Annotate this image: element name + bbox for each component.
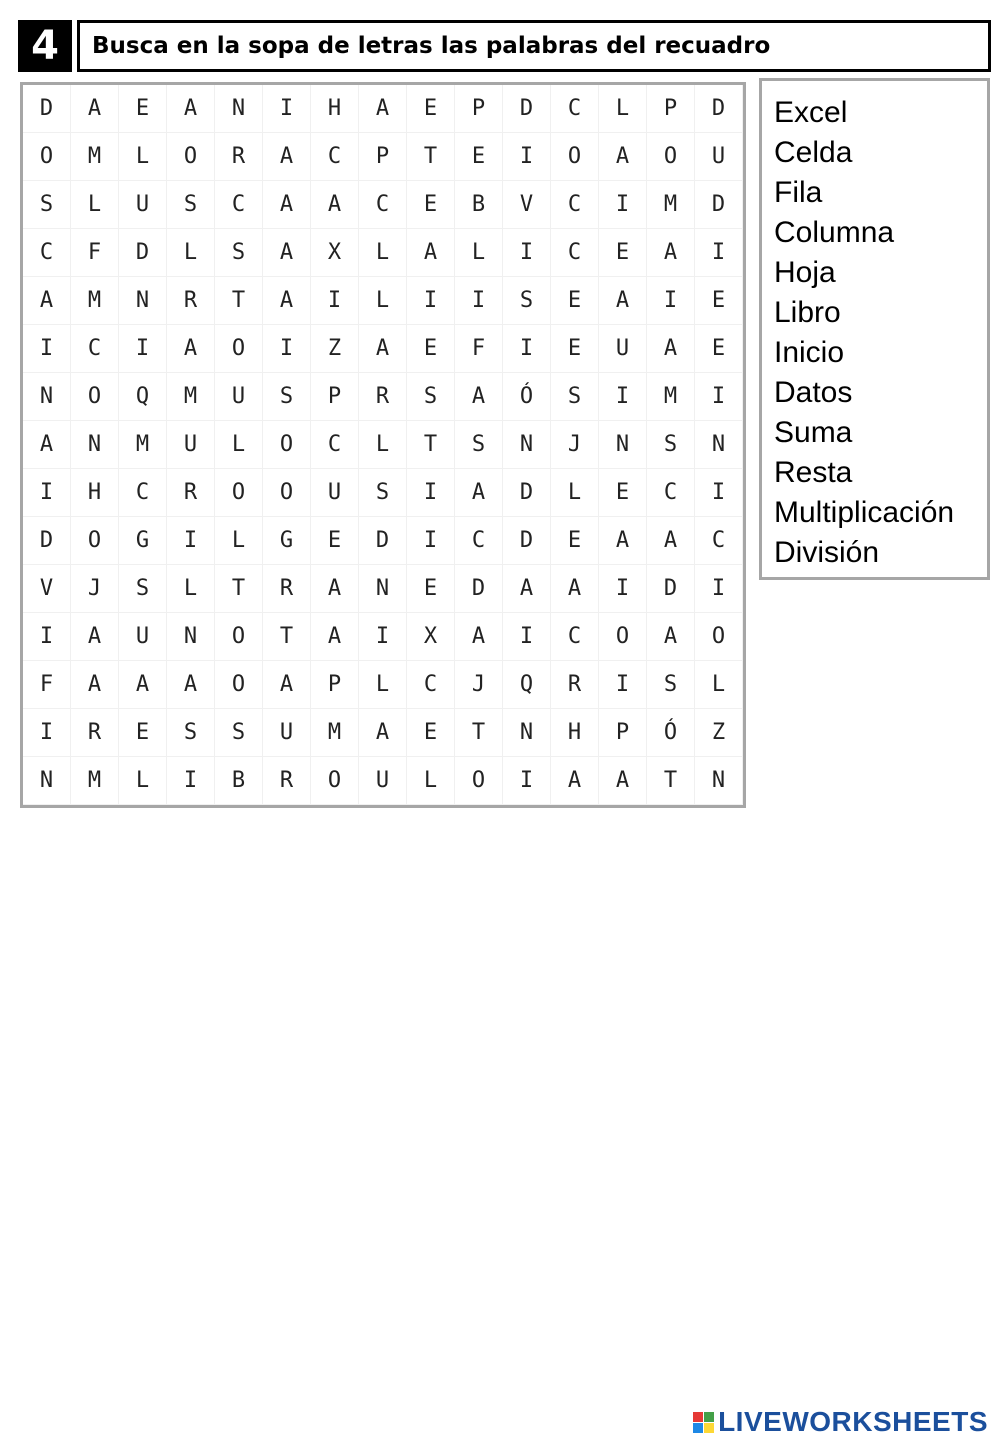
grid-cell[interactable]: A <box>599 757 647 805</box>
grid-cell[interactable]: L <box>215 517 263 565</box>
grid-cell[interactable]: N <box>167 613 215 661</box>
grid-cell[interactable]: A <box>23 277 71 325</box>
grid-cell[interactable]: P <box>455 85 503 133</box>
grid-cell[interactable]: L <box>599 85 647 133</box>
grid-cell[interactable]: U <box>263 709 311 757</box>
grid-cell[interactable]: I <box>503 613 551 661</box>
grid-cell[interactable]: O <box>599 613 647 661</box>
grid-cell[interactable]: D <box>503 469 551 517</box>
grid-cell[interactable]: O <box>215 613 263 661</box>
grid-cell[interactable]: N <box>503 709 551 757</box>
grid-cell[interactable]: C <box>311 133 359 181</box>
grid-cell[interactable]: I <box>167 757 215 805</box>
grid-cell[interactable]: T <box>215 277 263 325</box>
grid-cell[interactable]: D <box>695 181 743 229</box>
word-list <box>759 78 990 580</box>
grid-cell[interactable]: A <box>551 757 599 805</box>
grid-cell[interactable]: I <box>263 325 311 373</box>
grid-cell[interactable]: S <box>215 229 263 277</box>
grid-cell[interactable]: A <box>647 229 695 277</box>
grid-cell[interactable]: R <box>167 469 215 517</box>
word-item: Columna <box>774 216 895 249</box>
word-item: Libro <box>774 296 841 329</box>
grid-cell[interactable]: N <box>695 421 743 469</box>
grid-cell[interactable]: C <box>551 229 599 277</box>
grid-cell[interactable]: D <box>695 85 743 133</box>
grid-cell[interactable]: N <box>23 373 71 421</box>
grid-cell[interactable]: F <box>455 325 503 373</box>
grid-cell[interactable]: E <box>407 181 455 229</box>
grid-cell[interactable]: C <box>647 469 695 517</box>
grid-cell[interactable]: G <box>119 517 167 565</box>
grid-cell[interactable]: S <box>215 709 263 757</box>
instruction-text: Busca en la sopa de letras las palabras del recuadro <box>77 20 991 72</box>
grid-cell[interactable]: L <box>119 133 167 181</box>
word-item: Suma <box>774 416 853 449</box>
grid-cell[interactable]: C <box>71 325 119 373</box>
grid-cell[interactable]: A <box>599 517 647 565</box>
grid-cell[interactable]: A <box>263 229 311 277</box>
grid-cell[interactable]: T <box>455 709 503 757</box>
grid-cell[interactable]: R <box>263 565 311 613</box>
grid-cell[interactable]: U <box>167 421 215 469</box>
grid-cell[interactable]: L <box>359 661 407 709</box>
grid-cell[interactable]: C <box>23 229 71 277</box>
grid-cell[interactable]: C <box>551 181 599 229</box>
grid-cell[interactable]: Z <box>695 709 743 757</box>
word-item: Multiplicación <box>774 496 955 529</box>
grid-cell[interactable]: E <box>695 325 743 373</box>
grid-cell[interactable]: U <box>215 373 263 421</box>
grid-cell[interactable]: U <box>119 613 167 661</box>
grid-cell[interactable]: C <box>119 469 167 517</box>
grid-cell[interactable]: O <box>551 133 599 181</box>
grid-cell[interactable]: N <box>599 421 647 469</box>
grid-cell[interactable]: A <box>359 85 407 133</box>
grid-cell[interactable]: S <box>551 373 599 421</box>
grid-cell[interactable]: M <box>311 709 359 757</box>
grid-cell[interactable]: H <box>71 469 119 517</box>
grid-cell[interactable]: A <box>647 613 695 661</box>
grid-cell[interactable]: A <box>647 517 695 565</box>
grid-cell[interactable]: R <box>215 133 263 181</box>
grid-cell[interactable]: D <box>23 517 71 565</box>
grid-cell[interactable]: A <box>359 709 407 757</box>
exercise-number: 4 <box>18 20 72 72</box>
grid-cell[interactable]: V <box>23 565 71 613</box>
grid-cell[interactable]: A <box>551 565 599 613</box>
grid-cell[interactable]: O <box>23 133 71 181</box>
grid-cell[interactable]: M <box>647 181 695 229</box>
grid-cell[interactable]: O <box>71 373 119 421</box>
grid-cell[interactable]: I <box>695 565 743 613</box>
grid-cell[interactable]: M <box>71 757 119 805</box>
grid-cell[interactable]: I <box>407 277 455 325</box>
grid-cell[interactable]: E <box>551 277 599 325</box>
grid-cell[interactable]: E <box>551 325 599 373</box>
grid-cell[interactable]: L <box>71 181 119 229</box>
grid-cell[interactable]: I <box>503 133 551 181</box>
grid-cell[interactable]: L <box>359 421 407 469</box>
grid-cell[interactable]: I <box>599 373 647 421</box>
grid-cell[interactable]: Q <box>119 373 167 421</box>
grid-cell[interactable]: T <box>407 133 455 181</box>
grid-cell[interactable]: E <box>551 517 599 565</box>
grid-cell[interactable]: A <box>407 229 455 277</box>
grid-cell[interactable]: D <box>119 229 167 277</box>
grid-cell[interactable]: F <box>23 661 71 709</box>
letter-grid <box>23 85 743 805</box>
grid-cell[interactable]: S <box>647 661 695 709</box>
word-item: División <box>774 536 880 569</box>
grid-cell[interactable]: E <box>311 517 359 565</box>
grid-cell[interactable]: C <box>455 517 503 565</box>
grid-cell[interactable]: Z <box>311 325 359 373</box>
grid-cell[interactable]: O <box>71 517 119 565</box>
grid-cell[interactable]: L <box>167 229 215 277</box>
grid-cell[interactable]: J <box>71 565 119 613</box>
grid-cell[interactable]: N <box>71 421 119 469</box>
grid-cell[interactable]: I <box>695 469 743 517</box>
grid-cell[interactable]: I <box>263 85 311 133</box>
grid-cell[interactable]: D <box>359 517 407 565</box>
grid-cell[interactable]: G <box>263 517 311 565</box>
grid-cell[interactable]: C <box>215 181 263 229</box>
grid-cell[interactable]: D <box>647 565 695 613</box>
grid-cell[interactable]: I <box>407 517 455 565</box>
grid-cell[interactable]: E <box>407 325 455 373</box>
grid-cell[interactable]: R <box>167 277 215 325</box>
grid-cell[interactable]: L <box>359 277 407 325</box>
grid-cell[interactable]: T <box>263 613 311 661</box>
grid-cell[interactable]: V <box>503 181 551 229</box>
grid-cell[interactable]: E <box>407 709 455 757</box>
grid-cell[interactable]: S <box>167 709 215 757</box>
grid-cell[interactable]: J <box>455 661 503 709</box>
grid-cell[interactable]: E <box>599 229 647 277</box>
grid-cell[interactable]: A <box>455 373 503 421</box>
grid-cell[interactable]: S <box>119 565 167 613</box>
grid-cell[interactable]: M <box>71 133 119 181</box>
grid-cell[interactable]: N <box>215 85 263 133</box>
grid-cell[interactable]: U <box>311 469 359 517</box>
grid-cell[interactable]: S <box>407 373 455 421</box>
grid-cell[interactable]: A <box>167 85 215 133</box>
grid-cell[interactable]: U <box>599 325 647 373</box>
grid-cell[interactable]: I <box>119 325 167 373</box>
grid-cell[interactable]: H <box>551 709 599 757</box>
grid-cell[interactable]: E <box>695 277 743 325</box>
grid-cell[interactable]: I <box>23 325 71 373</box>
grid-cell[interactable]: S <box>167 181 215 229</box>
grid-cell[interactable]: O <box>263 421 311 469</box>
grid-cell[interactable]: A <box>71 613 119 661</box>
grid-cell[interactable]: P <box>599 709 647 757</box>
grid-cell[interactable]: I <box>167 517 215 565</box>
word-item: Celda <box>774 136 853 169</box>
grid-cell[interactable]: E <box>599 469 647 517</box>
grid-cell[interactable]: N <box>503 421 551 469</box>
grid-cell[interactable]: Q <box>503 661 551 709</box>
grid-cell[interactable]: A <box>167 661 215 709</box>
grid-cell[interactable]: A <box>71 661 119 709</box>
grid-cell[interactable]: A <box>263 661 311 709</box>
grid-cell[interactable]: E <box>407 85 455 133</box>
word-item: Excel <box>774 96 848 129</box>
grid-cell[interactable]: A <box>263 277 311 325</box>
grid-cell[interactable]: J <box>551 421 599 469</box>
grid-cell[interactable]: S <box>455 421 503 469</box>
grid-cell[interactable]: X <box>311 229 359 277</box>
grid-cell[interactable]: L <box>695 661 743 709</box>
grid-cell[interactable]: S <box>647 421 695 469</box>
grid-cell[interactable]: C <box>407 661 455 709</box>
grid-cell[interactable]: I <box>23 709 71 757</box>
grid-cell[interactable]: N <box>359 565 407 613</box>
grid-cell[interactable]: P <box>311 373 359 421</box>
grid-cell[interactable]: D <box>23 85 71 133</box>
grid-cell[interactable]: I <box>695 229 743 277</box>
grid-cell[interactable]: U <box>359 757 407 805</box>
grid-cell[interactable]: F <box>71 229 119 277</box>
grid-cell[interactable]: A <box>71 85 119 133</box>
grid-cell[interactable]: I <box>23 469 71 517</box>
grid-cell[interactable]: R <box>263 757 311 805</box>
grid-cell[interactable]: A <box>263 133 311 181</box>
grid-cell[interactable]: L <box>551 469 599 517</box>
word-item: Datos <box>774 376 853 409</box>
grid-cell[interactable]: I <box>23 613 71 661</box>
word-item: Hoja <box>774 256 836 289</box>
grid-cell[interactable]: I <box>311 277 359 325</box>
grid-cell[interactable]: O <box>647 133 695 181</box>
grid-cell[interactable]: X <box>407 613 455 661</box>
grid-cell[interactable]: O <box>311 757 359 805</box>
grid-cell[interactable]: I <box>695 373 743 421</box>
grid-cell[interactable]: D <box>503 517 551 565</box>
grid-cell[interactable]: E <box>455 133 503 181</box>
grid-cell[interactable]: A <box>599 133 647 181</box>
grid-cell[interactable]: A <box>311 565 359 613</box>
grid-cell[interactable]: I <box>503 757 551 805</box>
grid-cell[interactable]: O <box>167 133 215 181</box>
grid-cell[interactable]: M <box>647 373 695 421</box>
grid-cell[interactable]: I <box>407 469 455 517</box>
liveworksheets-logo-icon <box>693 1412 714 1433</box>
grid-cell[interactable]: R <box>359 373 407 421</box>
grid-cell[interactable]: L <box>407 757 455 805</box>
grid-cell[interactable]: C <box>551 85 599 133</box>
grid-cell[interactable]: O <box>455 757 503 805</box>
grid-cell[interactable]: M <box>167 373 215 421</box>
grid-cell[interactable]: A <box>167 325 215 373</box>
grid-cell[interactable]: B <box>215 757 263 805</box>
grid-cell[interactable]: I <box>503 325 551 373</box>
word-item: Resta <box>774 456 853 489</box>
grid-cell[interactable]: I <box>647 277 695 325</box>
grid-cell[interactable]: O <box>215 661 263 709</box>
word-search-grid <box>20 82 746 808</box>
grid-cell[interactable]: A <box>359 325 407 373</box>
grid-cell[interactable]: E <box>119 85 167 133</box>
grid-cell[interactable]: P <box>311 661 359 709</box>
word-item: Fila <box>774 176 823 209</box>
word-item: Inicio <box>774 336 845 369</box>
grid-cell[interactable]: C <box>695 517 743 565</box>
grid-cell[interactable]: C <box>311 421 359 469</box>
grid-cell[interactable]: S <box>263 373 311 421</box>
grid-cell[interactable]: M <box>71 277 119 325</box>
grid-cell[interactable]: I <box>599 661 647 709</box>
grid-cell[interactable]: I <box>359 613 407 661</box>
grid-cell[interactable]: B <box>455 181 503 229</box>
grid-cell[interactable]: R <box>71 709 119 757</box>
grid-cell[interactable]: A <box>23 421 71 469</box>
grid-cell[interactable]: A <box>599 277 647 325</box>
grid-cell[interactable]: U <box>695 133 743 181</box>
grid-cell[interactable]: D <box>503 85 551 133</box>
grid-cell[interactable]: O <box>215 469 263 517</box>
grid-cell[interactable]: T <box>647 757 695 805</box>
grid-cell[interactable]: S <box>359 469 407 517</box>
grid-cell[interactable]: L <box>119 757 167 805</box>
grid-cell[interactable]: H <box>311 85 359 133</box>
grid-cell[interactable]: A <box>455 469 503 517</box>
grid-cell[interactable]: E <box>119 709 167 757</box>
grid-cell[interactable]: L <box>455 229 503 277</box>
grid-cell[interactable]: P <box>359 133 407 181</box>
grid-cell[interactable]: A <box>311 181 359 229</box>
grid-cell[interactable]: Ó <box>647 709 695 757</box>
grid-cell[interactable]: C <box>551 613 599 661</box>
grid-cell[interactable]: A <box>455 613 503 661</box>
grid-cell[interactable]: Ó <box>503 373 551 421</box>
grid-cell[interactable]: O <box>695 613 743 661</box>
grid-cell[interactable]: C <box>359 181 407 229</box>
grid-cell[interactable]: N <box>119 277 167 325</box>
grid-cell[interactable]: U <box>119 181 167 229</box>
grid-cell[interactable]: S <box>503 277 551 325</box>
grid-cell[interactable]: A <box>647 325 695 373</box>
grid-cell[interactable]: A <box>263 181 311 229</box>
grid-cell[interactable]: A <box>119 661 167 709</box>
grid-cell[interactable]: O <box>215 325 263 373</box>
grid-cell[interactable]: D <box>455 565 503 613</box>
grid-cell[interactable]: N <box>695 757 743 805</box>
grid-cell[interactable]: T <box>407 421 455 469</box>
grid-cell[interactable]: T <box>215 565 263 613</box>
grid-cell[interactable]: R <box>551 661 599 709</box>
grid-cell[interactable]: A <box>503 565 551 613</box>
grid-cell[interactable]: L <box>215 421 263 469</box>
grid-cell[interactable]: S <box>23 181 71 229</box>
grid-cell[interactable]: I <box>503 229 551 277</box>
grid-cell[interactable]: I <box>599 565 647 613</box>
grid-cell[interactable]: P <box>647 85 695 133</box>
grid-cell[interactable]: L <box>167 565 215 613</box>
grid-cell[interactable]: O <box>263 469 311 517</box>
grid-cell[interactable]: L <box>359 229 407 277</box>
grid-cell[interactable]: A <box>311 613 359 661</box>
grid-cell[interactable]: N <box>23 757 71 805</box>
grid-cell[interactable]: E <box>407 565 455 613</box>
grid-cell[interactable]: I <box>599 181 647 229</box>
liveworksheets-logo <box>693 1406 988 1438</box>
grid-cell[interactable]: I <box>455 277 503 325</box>
brand-name: LIVEWORKSHEETS <box>718 1406 988 1437</box>
grid-cell[interactable]: M <box>119 421 167 469</box>
